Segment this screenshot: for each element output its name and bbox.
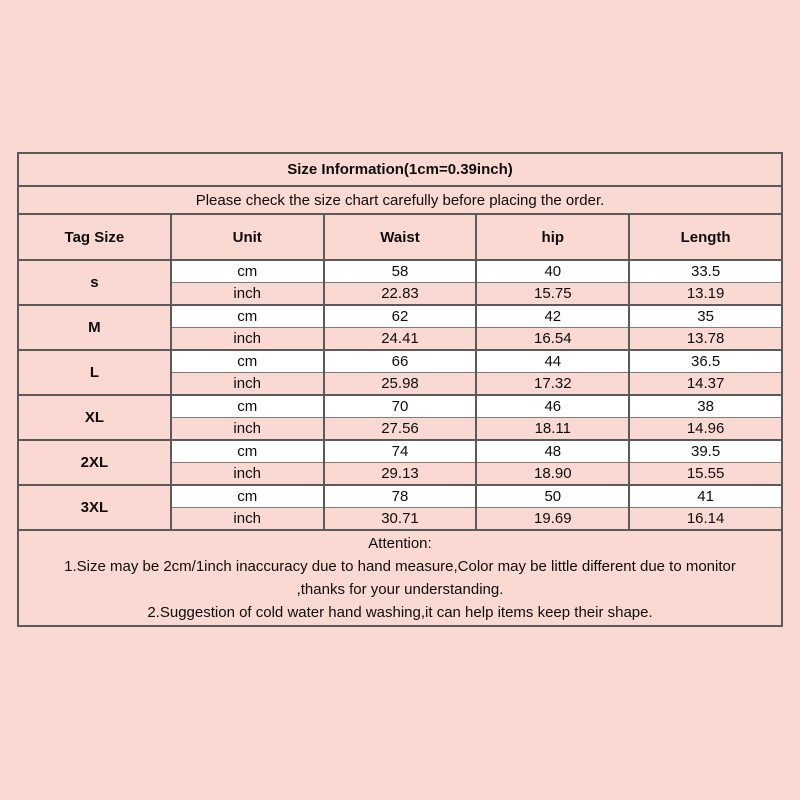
length-inch-value: 14.96 xyxy=(629,418,782,441)
unit-cell: inch xyxy=(171,328,324,351)
hip-inch-value: 18.11 xyxy=(476,418,629,441)
column-header-tag-size: Tag Size xyxy=(18,214,171,260)
hip-cm-value: 42 xyxy=(476,305,629,328)
tag-size-cell: s xyxy=(18,260,171,305)
size-row-s-cm xyxy=(18,260,782,283)
length-cm-value: 41 xyxy=(629,485,782,508)
size-row-l-cm xyxy=(18,350,782,373)
unit-cell: inch xyxy=(171,508,324,531)
waist-cm-value: 62 xyxy=(324,305,477,328)
hip-inch-value: 16.54 xyxy=(476,328,629,351)
size-table xyxy=(17,152,783,627)
waist-inch-value: 24.41 xyxy=(324,328,477,351)
hip-cm-value: 44 xyxy=(476,350,629,373)
attention-row xyxy=(18,530,782,626)
tag-size-cell: L xyxy=(18,350,171,395)
column-header-hip: hip xyxy=(476,214,629,260)
unit-cell: inch xyxy=(171,418,324,441)
tag-size-cell: 3XL xyxy=(18,485,171,530)
length-inch-value: 13.19 xyxy=(629,283,782,306)
attention-note xyxy=(18,530,782,626)
subtitle-row xyxy=(18,186,782,214)
length-inch-value: 14.37 xyxy=(629,373,782,396)
title-row xyxy=(18,153,782,186)
size-row-m-cm xyxy=(18,305,782,328)
unit-cell: cm xyxy=(171,440,324,463)
length-cm-value: 38 xyxy=(629,395,782,418)
hip-inch-value: 18.90 xyxy=(476,463,629,486)
waist-cm-value: 58 xyxy=(324,260,477,283)
waist-cm-value: 66 xyxy=(324,350,477,373)
length-cm-value: 36.5 xyxy=(629,350,782,373)
waist-inch-value: 25.98 xyxy=(324,373,477,396)
length-cm-value: 33.5 xyxy=(629,260,782,283)
tag-size-cell: 2XL xyxy=(18,440,171,485)
size-row-3xl-cm xyxy=(18,485,782,508)
waist-cm-value: 70 xyxy=(324,395,477,418)
table-title: Size Information(1cm=0.39inch) xyxy=(18,153,782,186)
hip-cm-value: 40 xyxy=(476,260,629,283)
attention-line: 2.Suggestion of cold water hand washing,it can help items keep their shape. xyxy=(147,604,653,621)
unit-cell: cm xyxy=(171,395,324,418)
column-header-waist: Waist xyxy=(324,214,477,260)
hip-cm-value: 50 xyxy=(476,485,629,508)
hip-inch-value: 17.32 xyxy=(476,373,629,396)
waist-cm-value: 74 xyxy=(324,440,477,463)
hip-inch-value: 15.75 xyxy=(476,283,629,306)
hip-cm-value: 46 xyxy=(476,395,629,418)
attention-line: 1.Size may be 2cm/1inch inaccuracy due to hand measure,Color may be little different due to monitor xyxy=(64,558,736,575)
size-info-sheet xyxy=(17,152,783,627)
unit-cell: cm xyxy=(171,350,324,373)
attention-heading: Attention: xyxy=(368,535,432,552)
length-inch-value: 13.78 xyxy=(629,328,782,351)
tag-size-cell: XL xyxy=(18,395,171,440)
waist-inch-value: 30.71 xyxy=(324,508,477,531)
unit-cell: inch xyxy=(171,373,324,396)
hip-inch-value: 19.69 xyxy=(476,508,629,531)
length-cm-value: 35 xyxy=(629,305,782,328)
waist-inch-value: 27.56 xyxy=(324,418,477,441)
header-row xyxy=(18,214,782,260)
unit-cell: inch xyxy=(171,463,324,486)
tag-size-cell: M xyxy=(18,305,171,350)
hip-cm-value: 48 xyxy=(476,440,629,463)
unit-cell: cm xyxy=(171,260,324,283)
waist-inch-value: 29.13 xyxy=(324,463,477,486)
size-row-2xl-cm xyxy=(18,440,782,463)
attention-line: ,thanks for your understanding. xyxy=(296,581,504,598)
unit-cell: inch xyxy=(171,283,324,306)
column-header-unit: Unit xyxy=(171,214,324,260)
unit-cell: cm xyxy=(171,485,324,508)
size-row-xl-cm xyxy=(18,395,782,418)
length-inch-value: 15.55 xyxy=(629,463,782,486)
waist-inch-value: 22.83 xyxy=(324,283,477,306)
length-cm-value: 39.5 xyxy=(629,440,782,463)
column-header-length: Length xyxy=(629,214,782,260)
length-inch-value: 16.14 xyxy=(629,508,782,531)
table-subtitle: Please check the size chart carefully before placing the order. xyxy=(18,186,782,214)
waist-cm-value: 78 xyxy=(324,485,477,508)
unit-cell: cm xyxy=(171,305,324,328)
